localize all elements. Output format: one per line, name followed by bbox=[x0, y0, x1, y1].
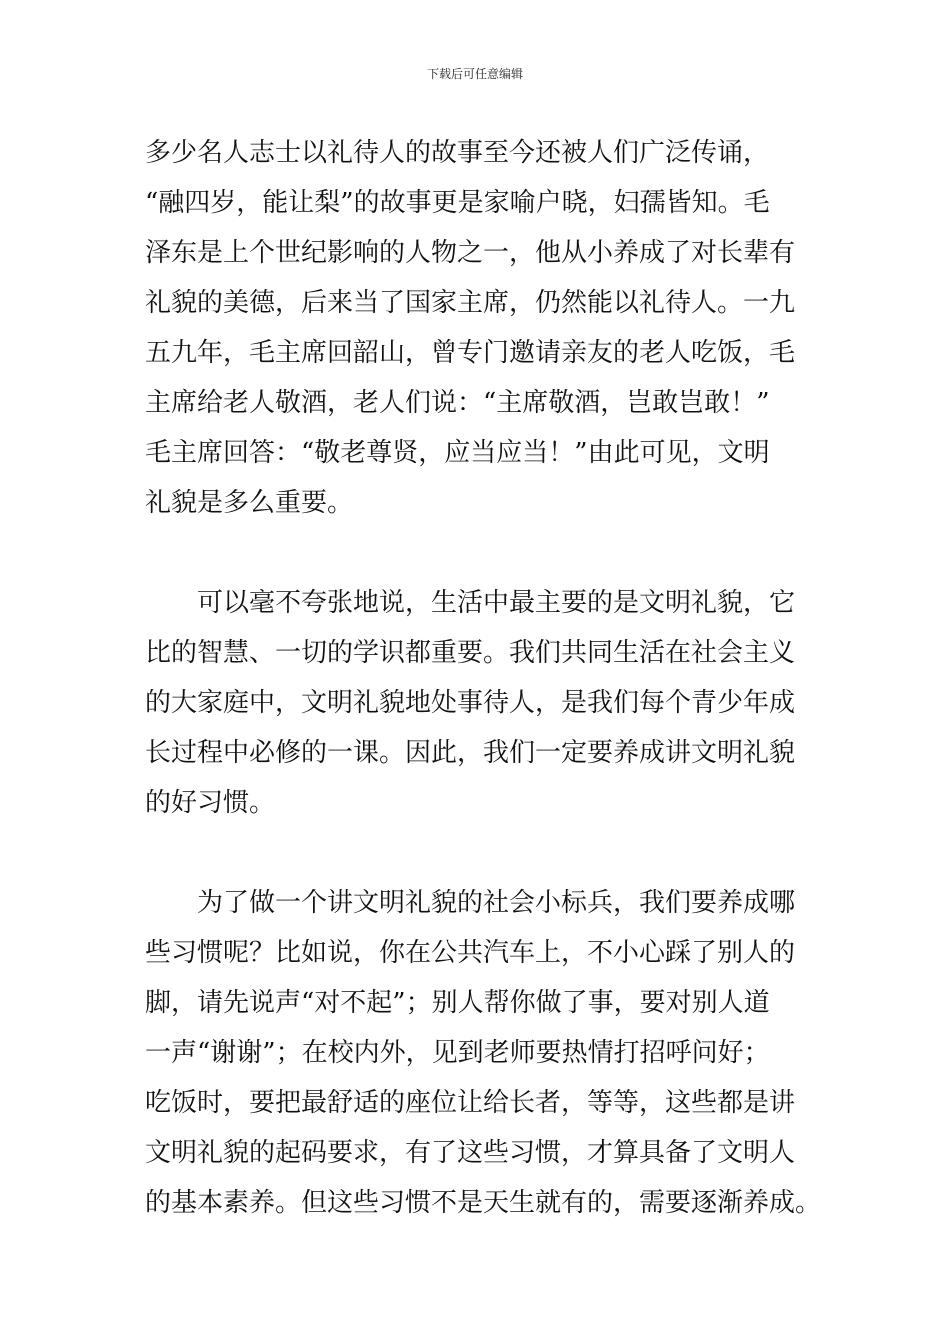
paragraph-line: 文明礼貌的起码要求，有了这些习惯，才算具备了文明人 bbox=[145, 1138, 796, 1168]
paragraph-1 bbox=[145, 128, 815, 528]
paragraph-line: 吃饭时，要把最舒适的座位让给长者，等等，这些都是讲 bbox=[145, 1088, 796, 1118]
paragraph-line: 的好习惯。 bbox=[145, 788, 276, 818]
document-body bbox=[145, 128, 822, 1228]
paragraph-line: 长过程中必修的一课。因此，我们一定要养成讲文明礼貌 bbox=[145, 738, 796, 768]
paragraph-line: 比的智慧、一切的学识都重要。我们共同生活在社会主义 bbox=[145, 638, 796, 668]
paragraph-line: 主席给老人敬酒，老人们说：“主席敬酒，岂敢岂敢！” bbox=[145, 388, 770, 418]
paragraph-3 bbox=[145, 878, 822, 1228]
paragraph-line: 为了做一个讲文明礼貌的社会小标兵，我们要养成哪 bbox=[197, 888, 796, 918]
paragraph-line: 五九年，毛主席回韶山，曾专门邀请亲友的老人吃饭，毛 bbox=[145, 338, 796, 368]
paragraph-line: 礼貌的美德，后来当了国家主席，仍然能以礼待人。一九 bbox=[145, 288, 796, 318]
paragraph-line: 泽东是上个世纪影响的人物之一，他从小养成了对长辈有 bbox=[145, 238, 796, 268]
paragraph-line: 可以毫不夸张地说，生活中最主要的是文明礼貌，它 bbox=[197, 588, 796, 618]
paragraph-line: 的基本素养。但这些习惯不是天生就有的，需要逐渐养成。 bbox=[145, 1188, 822, 1218]
paragraph-line: 多少名人志士以礼待人的故事至今还被人们广泛传诵， bbox=[145, 138, 770, 168]
paragraph-gap bbox=[145, 828, 815, 878]
paragraph-2 bbox=[145, 578, 815, 828]
paragraph-gap bbox=[145, 528, 815, 578]
paragraph-line: 一声“谢谢”；在校内外，见到老师要热情打招呼问好； bbox=[145, 1038, 770, 1068]
paragraph-line: 些习惯呢？比如说，你在公共汽车上，不小心踩了别人的 bbox=[145, 938, 796, 968]
page-header: 下载后可任意编辑 bbox=[426, 67, 523, 81]
paragraph-line: 的大家庭中，文明礼貌地处事待人，是我们每个青少年成 bbox=[145, 688, 796, 718]
paragraph-line: 毛主席回答：“敬老尊贤，应当应当！”由此可见，文明 bbox=[145, 438, 770, 468]
paragraph-line: “融四岁，能让梨”的故事更是家喻户晓，妇孺皆知。毛 bbox=[145, 188, 770, 218]
paragraph-line: 礼貌是多么重要。 bbox=[145, 488, 354, 518]
paragraph-line: 脚，请先说声“对不起”；别人帮你做了事，要对别人道 bbox=[145, 988, 770, 1018]
